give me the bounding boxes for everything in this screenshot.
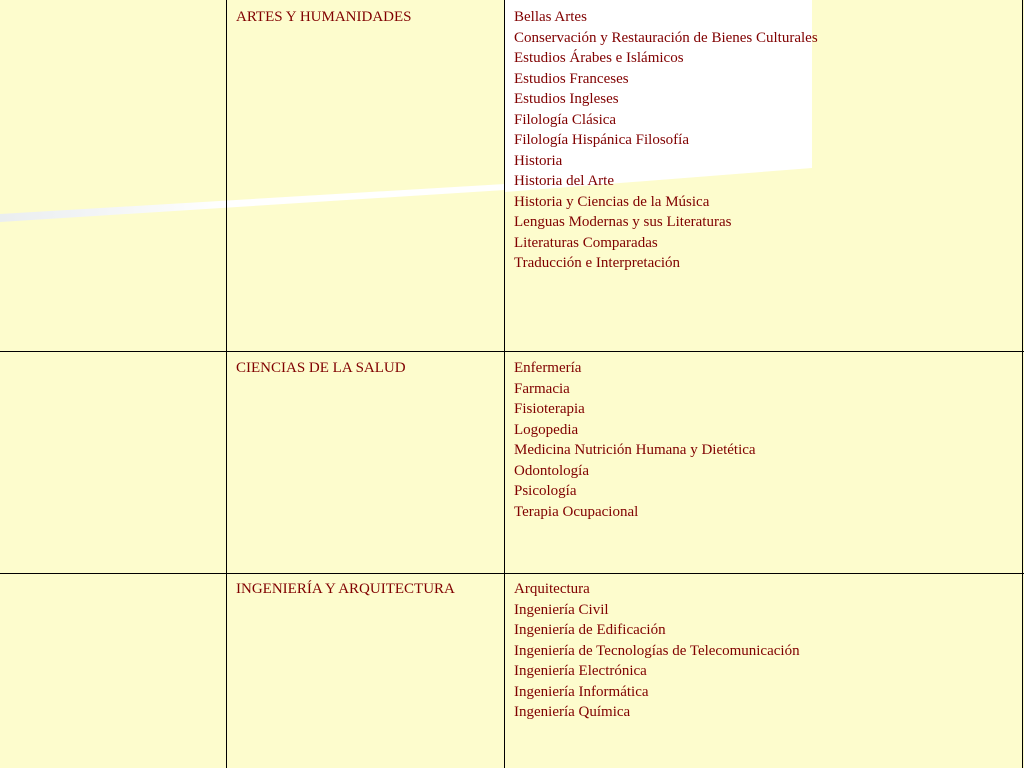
category-artes-humanidades: ARTES Y HUMANIDADES — [236, 9, 412, 25]
list-item: Filología Clásica — [514, 111, 617, 128]
list-item: Medicina Nutrición Humana y Dietética — [514, 442, 756, 458]
list-item: Ingeniería Electrónica — [514, 663, 647, 679]
degree-list-artes-humanidades — [514, 7, 818, 274]
list-item: Fisioterapia — [514, 401, 585, 417]
list-item: Literaturas Comparadas — [514, 234, 658, 251]
list-item: Estudios Árabes e Islámicos — [514, 50, 684, 66]
list-item: Arquitectura — [514, 581, 590, 597]
degree-list-ciencias-salud — [514, 358, 756, 522]
list-item: Ingeniería de Tecnologías de Telecomunicación — [514, 642, 800, 659]
list-item: Historia del Arte — [514, 173, 614, 189]
list-item: Ingeniería Química — [514, 704, 631, 720]
table-border-mid — [504, 0, 505, 768]
table-border-right — [1022, 0, 1023, 768]
row-divider-1 — [0, 351, 1024, 352]
category-ciencias-salud: CIENCIAS DE LA SALUD — [236, 360, 406, 376]
list-item: Filología Hispánica Filosofía — [514, 132, 689, 148]
list-item: Estudios Franceses — [514, 70, 629, 87]
list-item: Conservación y Restauración de Bienes Culturales — [514, 29, 818, 46]
list-item: Farmacia — [514, 380, 570, 397]
row-divider-2 — [0, 573, 1024, 574]
list-item: Lenguas Modernas y sus Literaturas — [514, 214, 732, 230]
list-item: Odontología — [514, 462, 589, 479]
degree-list-ingenieria-arquitectura — [514, 579, 800, 723]
list-item: Ingeniería Informática — [514, 683, 649, 700]
list-item: Historia y Ciencias de la Música — [514, 193, 710, 210]
list-item: Estudios Ingleses — [514, 91, 619, 107]
list-item: Historia — [514, 152, 563, 169]
list-item: Bellas Artes — [514, 9, 587, 25]
list-item: Terapia Ocupacional — [514, 503, 639, 520]
list-item: Traducción e Interpretación — [514, 255, 681, 271]
category-ingenieria-arquitectura: INGENIERÍA Y ARQUITECTURA — [236, 581, 455, 597]
list-item: Ingeniería de Edificación — [514, 622, 666, 638]
list-item: Logopedia — [514, 421, 579, 438]
list-item: Ingeniería Civil — [514, 601, 609, 618]
list-item: Enfermería — [514, 360, 582, 376]
list-item: Psicología — [514, 483, 577, 499]
table-border-left — [226, 0, 227, 768]
